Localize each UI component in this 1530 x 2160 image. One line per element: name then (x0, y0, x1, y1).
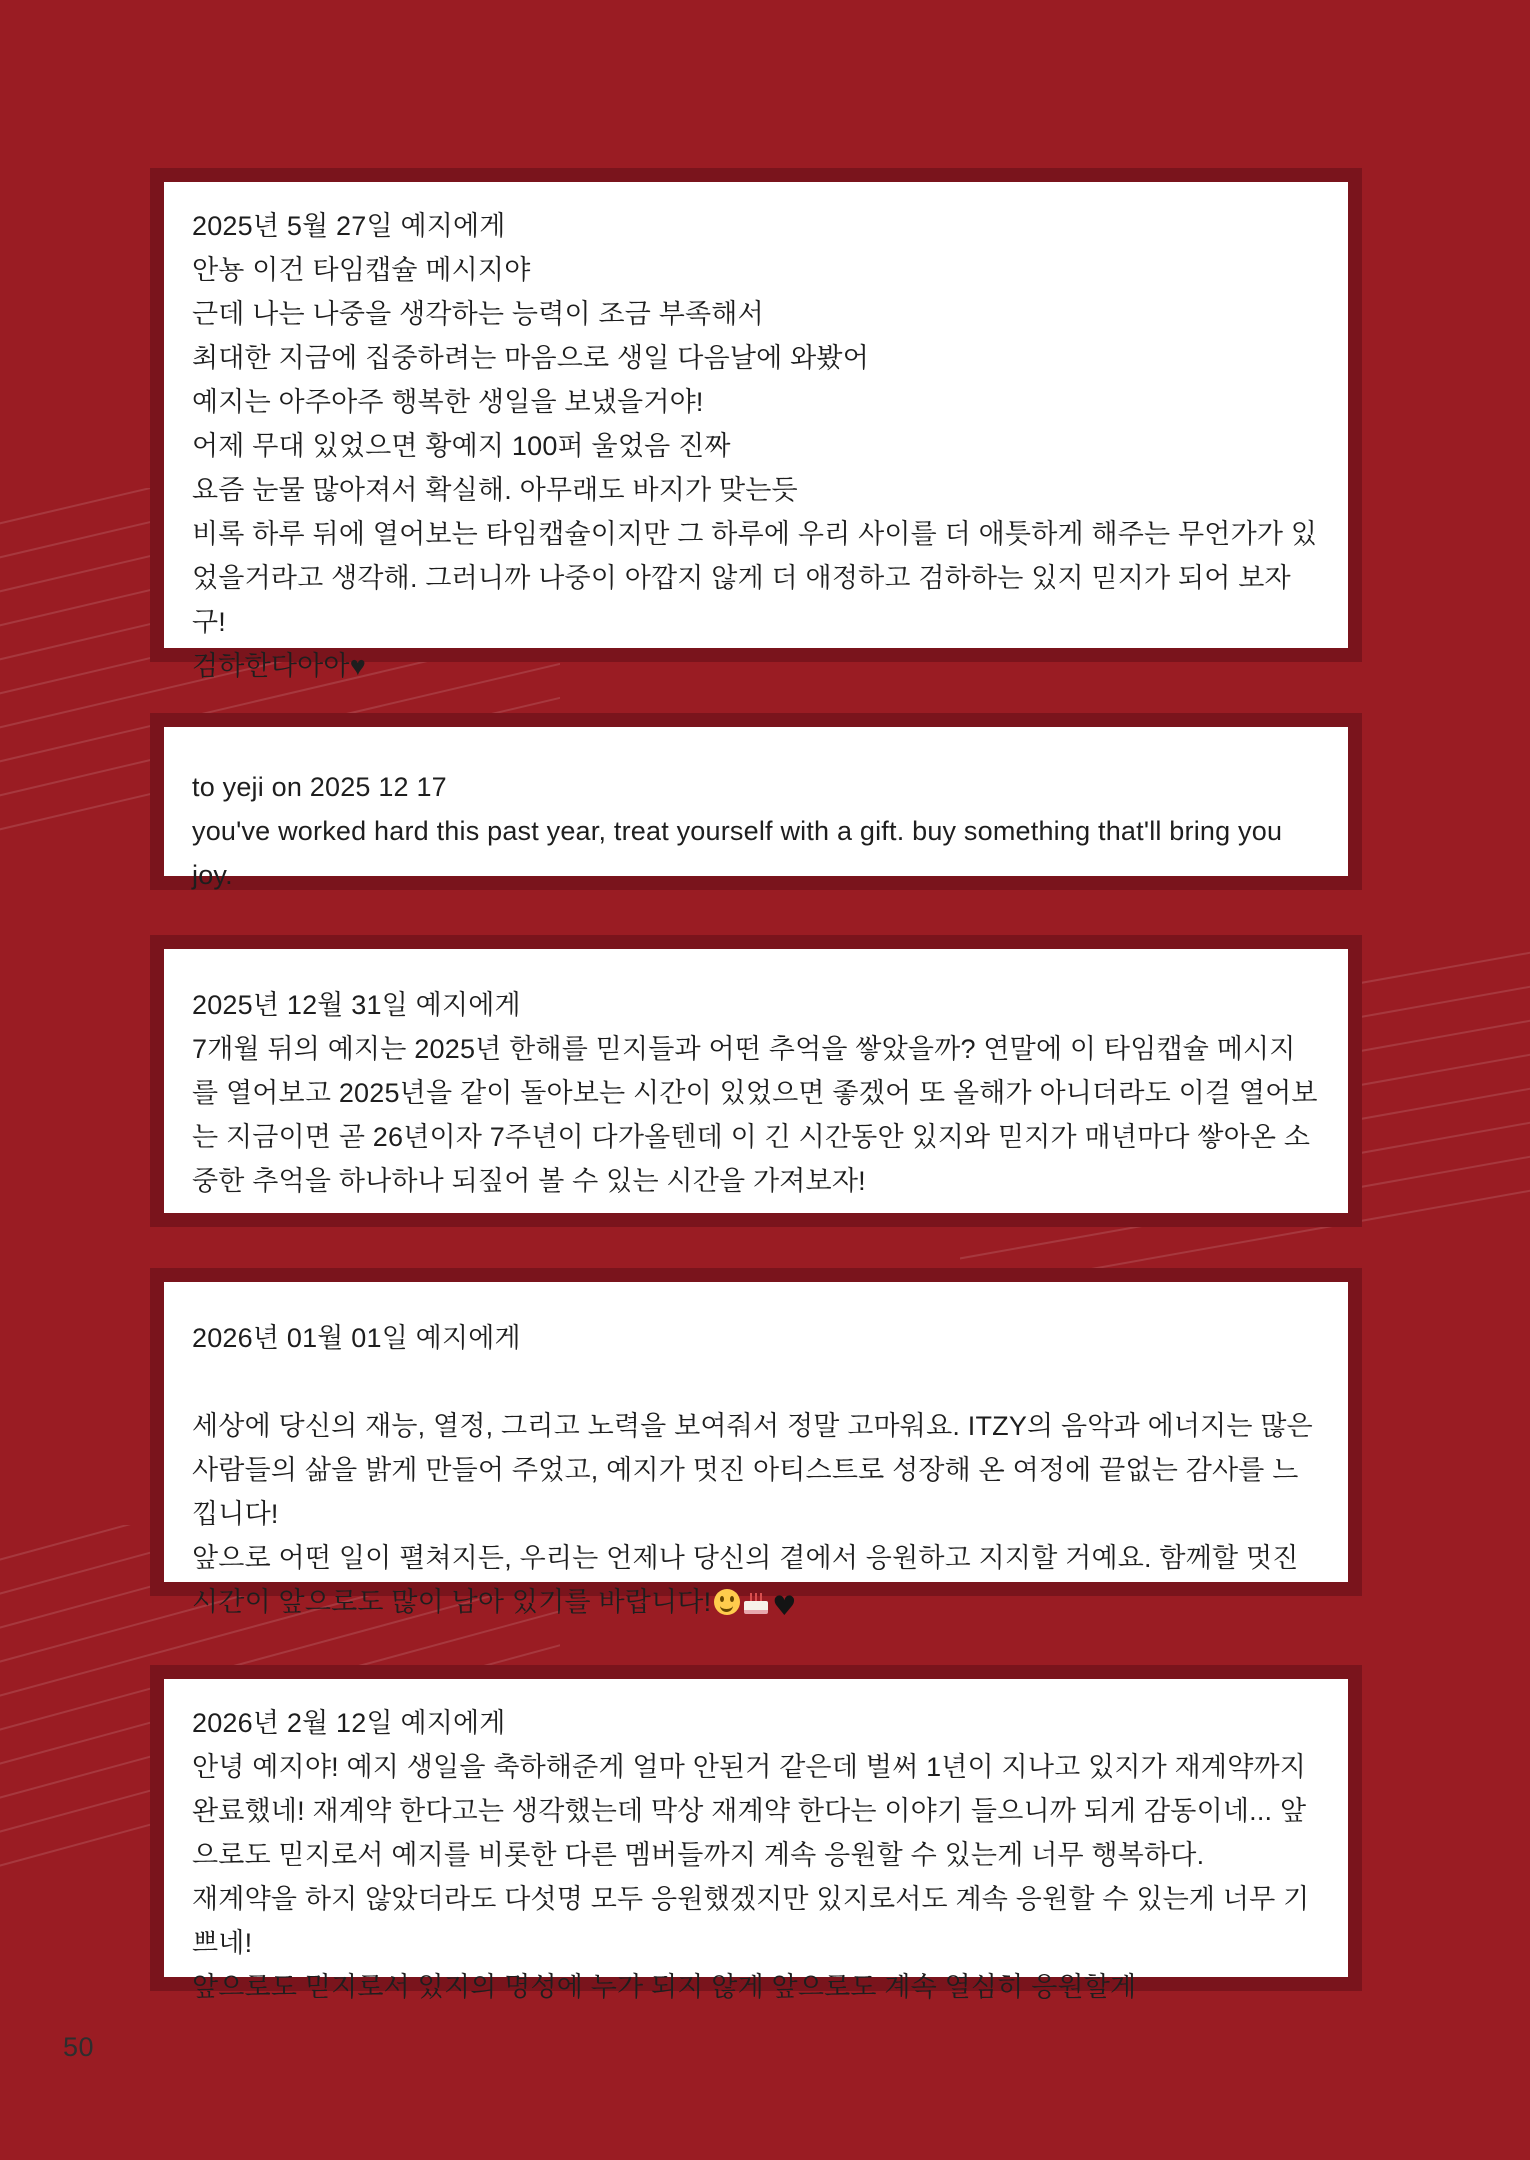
message-card-2026-01-01 (150, 1268, 1362, 1622)
page-number: 50 (63, 2032, 95, 2062)
message-date-line: 2026년 2월 12일 예지에게 (192, 1708, 506, 1738)
message-date-line: 2026년 01월 01일 예지에게 (192, 1323, 521, 1353)
message-line: 앞으로 어떤 일이 펼쳐지든, 우리는 언제나 당신의 곁에서 응원하고 지지할 거예요. 함께할 멋진 시간이 앞으로도 많이 남아 있기를 바랍니다! ♥ (192, 1543, 1299, 1622)
message-line: 7개월 뒤의 예지는 2025년 한해를 믿지들과 어떤 추억을 쌓았을까? 연말에 이 타임캡슐 메시지를 열어보고 2025년을 같이 돌아보는 시간이 있었으면 좋겠어 또 올해가 아니더라도 이걸 열어보는 지금이면 곧 26년이자 7주년이 다가올텐데 이 긴 시간동안 있지와 믿지가 매년마다 쌓아온 소중한 추억을 하나하나 되짚어 볼 수 있는 시간을 가져보자! (192, 1034, 1318, 1196)
message-line (192, 1360, 1318, 1404)
message-line: 세상에 당신의 재능, 열정, 그리고 노력을 보여줘서 정말 고마워요. ITZY의 음악과 에너지는 많은 사람들의 삶을 밝게 만들어 주었고, 예지가 멋진 아티스트로 성장해 온 여정에 끝없는 감사를 느낍니다! (192, 1411, 1313, 1529)
smiling-face-icon (714, 1589, 740, 1615)
message-line: 안뇽 이건 타임캡슐 메시지야 (192, 255, 531, 285)
message-line: 재계약을 하지 않았더라도 다섯명 모두 응원했겠지만 있지로서도 계속 응원할 수 있는게 너무 기쁘네! (192, 1884, 1310, 1958)
message-line: 비록 하루 뒤에 열어보는 타임캡슐이지만 그 하루에 우리 사이를 더 애틋하게 해주는 무언가가 있었을거라고 생각해. 그러니까 나중이 아깝지 않게 더 애정하고 검하하는 있지 믿지가 되어 보자구! (192, 519, 1318, 637)
message-card-2025-12-31 (150, 935, 1362, 1227)
message-line: 어제 무대 있었으면 황예지 100퍼 울었음 진짜 (192, 431, 731, 461)
message-date-line: to yeji on 2025 12 17 (192, 772, 447, 802)
message-line: 근데 나는 나중을 생각하는 능력이 조금 부족해서 (192, 299, 764, 329)
message-card-2025-12-17 (150, 713, 1362, 890)
message-line: 앞으로도 믿지로서 있지의 명성에 누가 되지 않게 앞으로도 계속 열심히 응원할게 (192, 1972, 1137, 2002)
message-date-line: 2025년 5월 27일 예지에게 (192, 211, 506, 241)
message-date-line: 2025년 12월 31일 예지에게 (192, 990, 521, 1020)
message-line: 최대한 지금에 집중하려는 마음으로 생일 다음날에 와봤어 (192, 343, 869, 373)
message-line: 검하한다아아♥ (192, 651, 366, 681)
message-line: you've worked hard this past year, treat yourself with a gift. buy something that'll bring you joy. (192, 816, 1283, 890)
message-line: 안녕 예지야! 예지 생일을 축하해준게 얼마 안된거 같은데 벌써 1년이 지나고 있지가 재계약까지 완료했네! 재계약 한다고는 생각했는데 막상 재계약 한다는 이야기 들으니까 되게 감동이네... 앞으로도 믿지로서 예지를 비롯한 다른 멤버들까지 계속 응원할 수 있는게 너무 행복하다. (192, 1752, 1307, 1870)
message-card-2026-02-12 (150, 1665, 1362, 2002)
black-heart-icon: ♥ (772, 1591, 797, 1622)
message-line: 예지는 아주아주 행복한 생일을 보냈을거야! (192, 387, 704, 417)
birthday-cake-icon (743, 1589, 769, 1615)
message-line: 요즘 눈물 많아져서 확실해. 아무래도 바지가 맞는듯 (192, 475, 798, 505)
message-card-2025-05-27 (150, 168, 1362, 681)
